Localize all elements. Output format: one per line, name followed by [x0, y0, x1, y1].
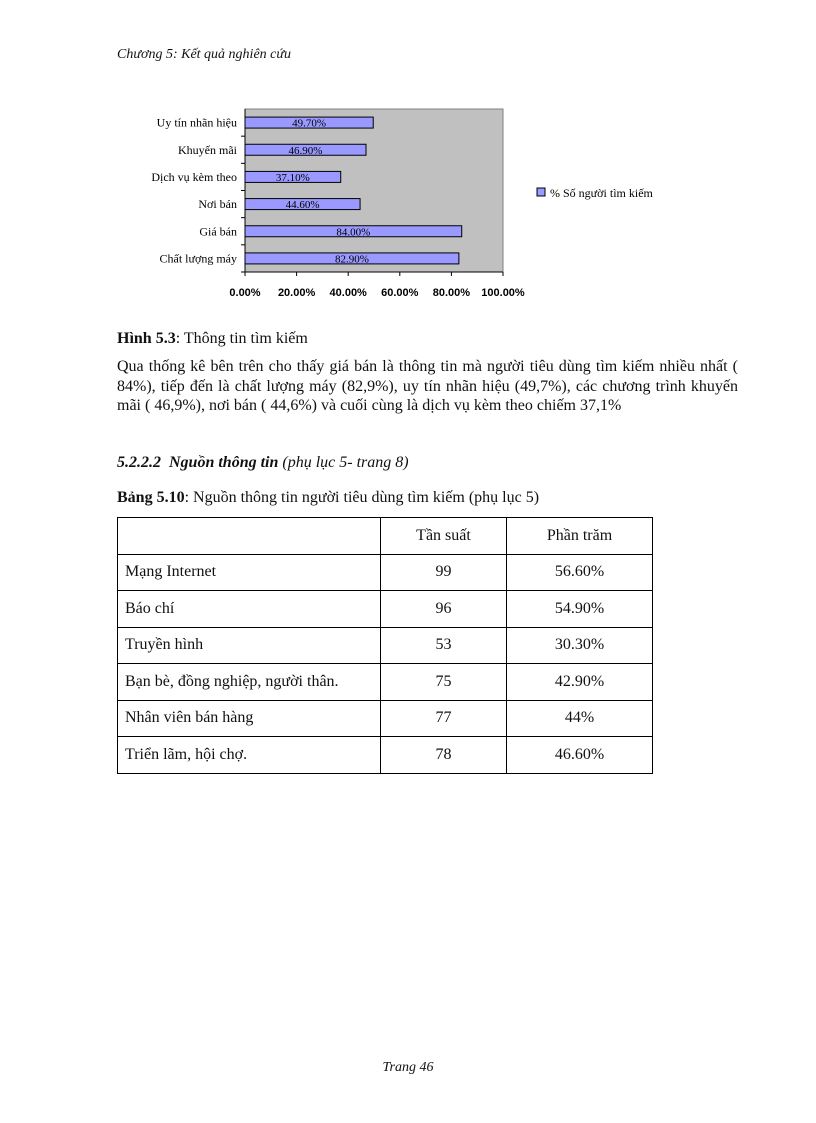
- section-title: Nguồn thông tin: [169, 454, 279, 471]
- table-row: [118, 700, 653, 737]
- table-cell: 75: [381, 664, 507, 701]
- plot-area: [245, 109, 503, 272]
- page-footer: Trang 46: [382, 1060, 434, 1075]
- table-row: [118, 627, 653, 664]
- table-header-cell: Tần suất: [381, 518, 507, 555]
- table-cell: Triển lãm, hội chợ.: [118, 737, 381, 774]
- table-cell: 53: [381, 627, 507, 664]
- info-source-table: [117, 517, 653, 774]
- table-caption: [117, 489, 539, 507]
- bar-value-label: 49.70%: [292, 117, 327, 130]
- table-header-cell: [118, 518, 381, 555]
- bar-value-label: 84.00%: [336, 226, 371, 239]
- category-label: Nơi bán: [198, 197, 237, 212]
- table-header-cell: Phần trăm: [507, 518, 653, 555]
- table-caption-label: Bảng 5.10: [117, 489, 185, 506]
- table-cell: Mạng Internet: [118, 554, 381, 591]
- table-cell: 96: [381, 591, 507, 628]
- bar-value-label: 46.90%: [288, 144, 323, 157]
- table-header-row: [118, 518, 653, 555]
- x-tick-label: 100.00%: [481, 287, 525, 299]
- category-label: Dịch vụ kèm theo: [151, 169, 237, 184]
- bar-value-label: 37.10%: [275, 171, 310, 184]
- x-tick-label: 0.00%: [229, 287, 261, 299]
- section-note: (phụ lục 5- trang 8): [282, 454, 409, 471]
- x-tick-label: 80.00%: [432, 287, 471, 299]
- table-row: [118, 737, 653, 774]
- figure-caption-text: : Thông tin tìm kiếm: [175, 330, 308, 347]
- table-cell: 99: [381, 554, 507, 591]
- table-cell: Báo chí: [118, 591, 381, 628]
- table-row: [118, 664, 653, 701]
- table-cell: 54.90%: [507, 591, 653, 628]
- category-label: Giá bán: [199, 224, 237, 239]
- legend-label: % Số người tìm kiếm: [550, 186, 653, 200]
- section-heading: [117, 454, 409, 472]
- table-cell: 30.30%: [507, 627, 653, 664]
- table-cell: 46.60%: [507, 737, 653, 774]
- bar-value-label: 44.60%: [285, 199, 320, 212]
- category-label: Uy tín nhãn hiệu: [156, 115, 237, 130]
- page-header: Chương 5: Kết quả nghiên cứu: [117, 47, 292, 62]
- table-cell: 56.60%: [507, 554, 653, 591]
- section-number: 5.2.2.2: [117, 454, 161, 471]
- table-cell: 78: [381, 737, 507, 774]
- analysis-paragraph: Qua thống kê bên trên cho thấy giá bán là thông tin mà người tiêu dùng tìm kiếm nhiều nhất ( 84%), tiếp đến là chất lượng máy (82,9%), uy tín nhãn hiệu (49,7%), các chương trình khuyến mãi ( 46,9%), nơi bán ( 44,6%) và cuối cùng là dịch vụ kèm theo chiếm 37,1%: [117, 358, 738, 414]
- table-caption-text: : Nguồn thông tin người tiêu dùng tìm kiếm (phụ lục 5): [184, 489, 540, 506]
- x-tick-label: 40.00%: [329, 287, 367, 299]
- search-info-bar-chart: [0, 0, 816, 320]
- figure-caption: [117, 330, 308, 348]
- x-tick-label: 60.00%: [381, 287, 419, 299]
- bar-value-label: 82.90%: [334, 253, 369, 266]
- legend-swatch: [537, 188, 545, 196]
- table-row: [118, 554, 653, 591]
- table-cell: 42.90%: [507, 664, 653, 701]
- table-cell: 44%: [507, 700, 653, 737]
- category-label: Khuyến mãi: [178, 142, 237, 157]
- table-cell: Nhân viên bán hàng: [118, 700, 381, 737]
- table-cell: 77: [381, 700, 507, 737]
- x-tick-label: 20.00%: [277, 287, 316, 299]
- table-row: [118, 591, 653, 628]
- category-label: Chất lượng máy: [159, 251, 237, 266]
- table-cell: Bạn bè, đồng nghiệp, người thân.: [118, 664, 381, 701]
- figure-caption-label: Hình 5.3: [117, 330, 176, 347]
- table-cell: Truyền hình: [118, 627, 381, 664]
